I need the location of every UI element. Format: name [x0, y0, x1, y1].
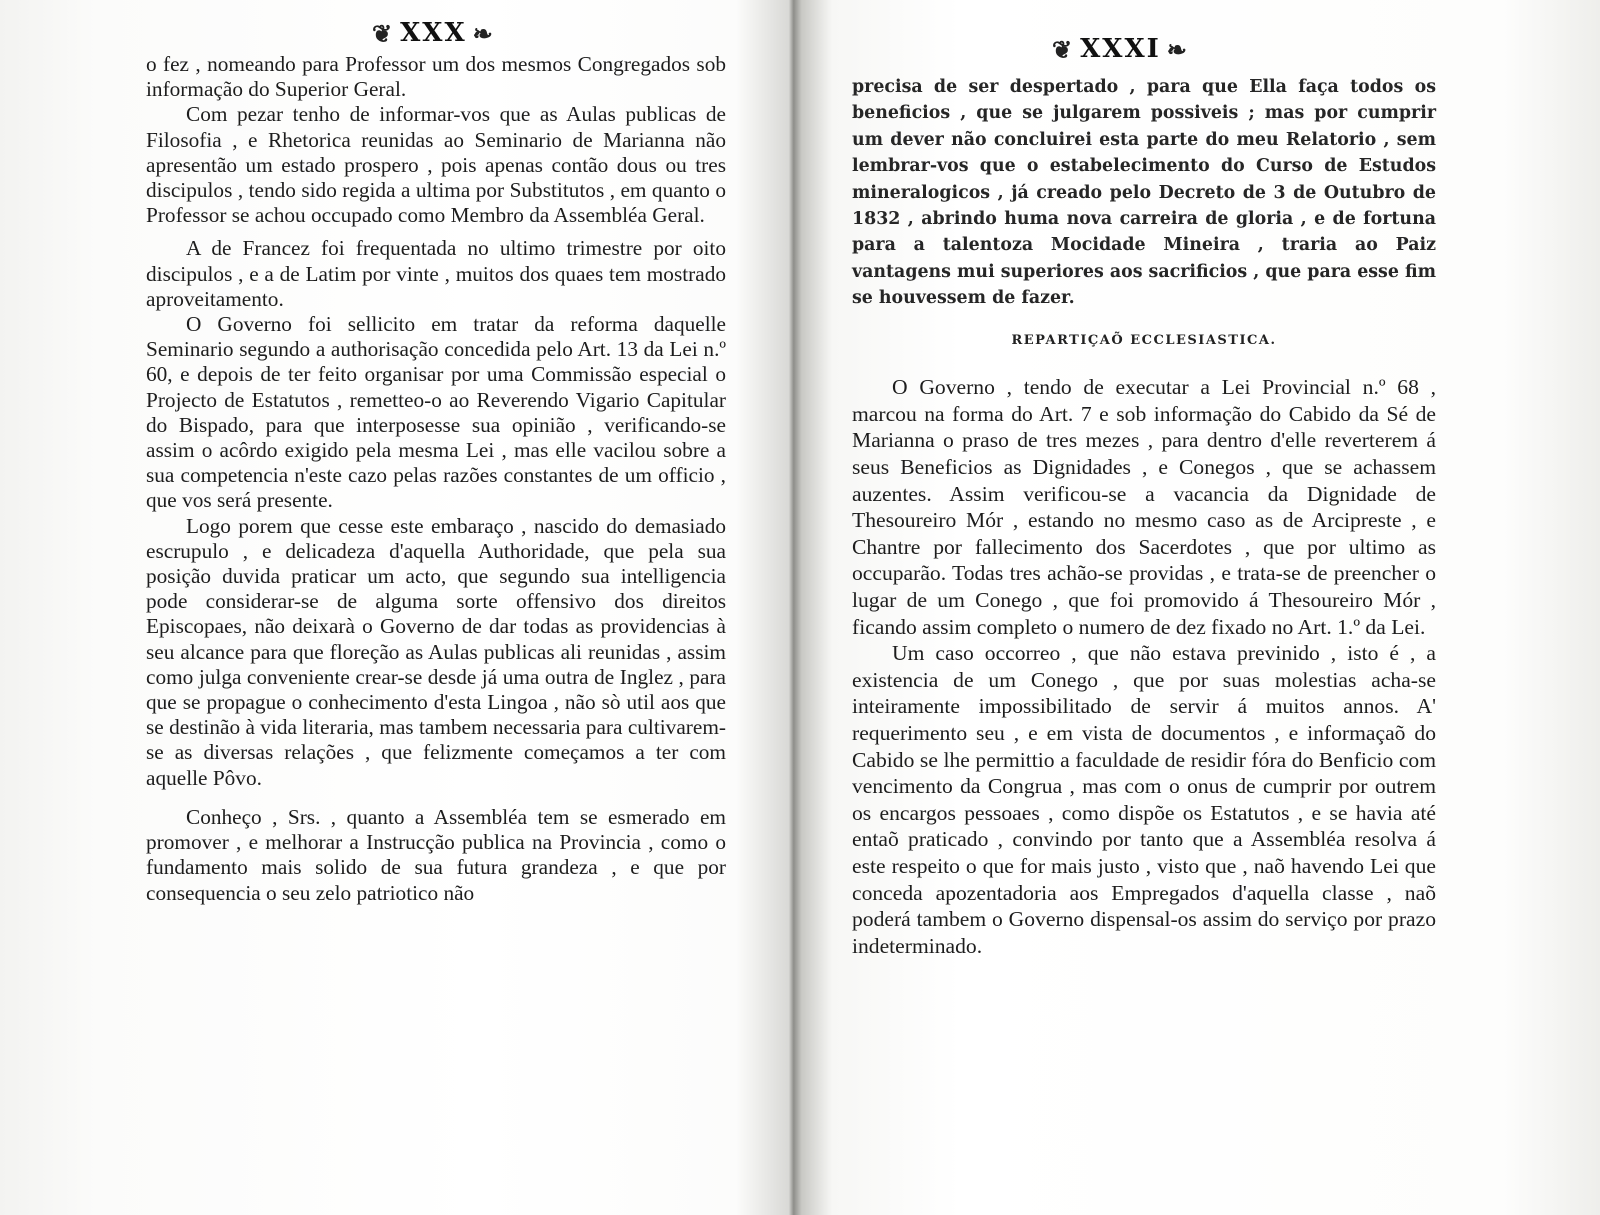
right-paragraph-2: Um caso occorreo , que não estava previnido , isto é , a existencia de um Conego , que por suas molestias acha-se inteiramente impossibilitado de servir á muitos annos. A' requerimento seu , e em vista de documentos , e informaçaõ do Cabido se lhe permittio a faculdade de residir fóra do Benficio com vencimento da Congrua , mas com o onus de cumprir por outrem os encargos pessoaes , como dispõe os Estatutos , e se havia até entaõ praticado , convindo por tanto que a Assembléa resolva á este respeito o que for mais justo , visto que , naõ havendo Lei que conceda apozentadoria aos Empregados d'aquella classe , naõ poderá tambem o Governo dispensal-os assim do serviço por prazo indeterminado. [852, 641, 1436, 958]
left-running-head [372, 18, 495, 48]
right-paragraph-top: precisa de ser despertado , para que Ella faça todos os beneficios , que se julgarem possiveis ; mas por cumprir um dever não concluirei esta parte do meu Relatorio , sem lembrar-vos que o estabelecimento do Curso de Estudos mineralogicos , já creado pelo Decreto de 3 de Outubro de 1832 , abrindo huma nova carreira de gloria , e de fortuna para a talentoza Mocidade Mineira , traria ao Paiz vantagens mui superiores aos sacrificios , que para esse fim se houvessem de fazer. [852, 77, 1437, 309]
right-running-head [1052, 34, 1189, 64]
right-text-block [852, 74, 1436, 959]
fleuron-ornament-icon: ❧ [472, 18, 495, 48]
fleuron-ornament-icon: ❦ [1052, 34, 1075, 64]
left-paragraph-4: O Governo foi sellicito em tratar da reforma daquelle Seminario segundo a authorisação concedida pelo Art. 13 da Lei n.º 60, e depois de ter feito organisar por uma Commissão especial o Projecto de Estatutos , remetteo-o ao Reverendo Vigario Capitular do Bispado, para que interposesse sua opinião , verificando-se assim o acôrdo exigido pela mesma Lei , mas elle vacilou sobre a sua competencia n'este cazo pelas razões constantes de um officio , que vos será presente. [146, 312, 726, 513]
left-paragraph-1: o fez , nomeando para Professor um dos mesmos Congregados sob informação do Superior Geral. [146, 52, 726, 102]
right-page [796, 0, 1600, 1215]
section-heading: REPARTIÇAÕ ECCLESIASTICA. [1011, 332, 1277, 348]
left-text-block [146, 52, 726, 906]
left-paragraph-2: Com pezar tenho de informar-vos que as Aulas publicas de Filosofia , e Rhetorica reunidas ao Seminario de Marianna não apresentão um estado prospero , pois apenas contão dous ou tres discipulos , tendo sido regida a ultima por Substitutos , em quanto o Professor se achou occupado como Membro da Assembléa Geral. [146, 102, 726, 228]
right-paragraph-1: O Governo , tendo de executar a Lei Provincial n.º 68 , marcou na forma do Art. 7 e sob informação do Cabido da Sé de Marianna o praso de tres mezes , para dentro d'elle reverterem á seus Beneficios as Dignidades , e Conegos , que se achassem auzentes. Assim verificou-se a vacancia da Dignidade de Thesoureiro Mór , estando no mesmo caso as de Arcipreste , e Chantre por fallecimento dos Sacerdotes , que por ultimo as occuparão. Todas tres achão-se providas , e trata-se de preencher o lugar de um Conego , que foi promovido á Thesoureiro Mór , ficando assim completo o numero de dez fixado no Art. 1.º da Lei. [852, 375, 1436, 639]
left-page [0, 0, 790, 1215]
left-page-number: XXX [400, 18, 467, 48]
left-paragraph-3: A de Francez foi frequentada no ultimo trimestre por oito discipulos , e a de Latim por vinte , muitos dos quaes tem mostrado aproveitamento. [146, 236, 726, 311]
fleuron-ornament-icon: ❦ [372, 18, 395, 48]
left-paragraph-5: Logo porem que cesse este embaraço , nascido do demasiado escrupulo , e delicadeza d'aquella Authoridade, que pela sua posição duvida praticar um acto, que segundo sua intelligencia pode considerar-se de alguma sorte offensivo dos direitos Episcopaes, não deixarà o Governo de dar todas as providencias à seu alcance para que floreção as Aulas publicas ali reunidas , assim como julga conveniente crear-se desde já uma outra de Inglez , para que se propague o conhecimento d'esta Lingoa , não sò util aos que se destinão à vida literaria, mas tambem necessaria para cultivarem-se as diversas relações , que felizmente começamos a ter com aquelle Pôvo. [146, 513, 726, 790]
right-page-number: XXXI [1080, 34, 1161, 64]
fleuron-ornament-icon: ❧ [1166, 34, 1189, 64]
left-paragraph-6: Conheço , Srs. , quanto a Assembléa tem se esmerado em promover , e melhorar a Instrucção publica na Provincia , como o fundamento mais solido de sua futura grandeza , e que por consequencia o seu zelo patriotico não [146, 804, 726, 905]
